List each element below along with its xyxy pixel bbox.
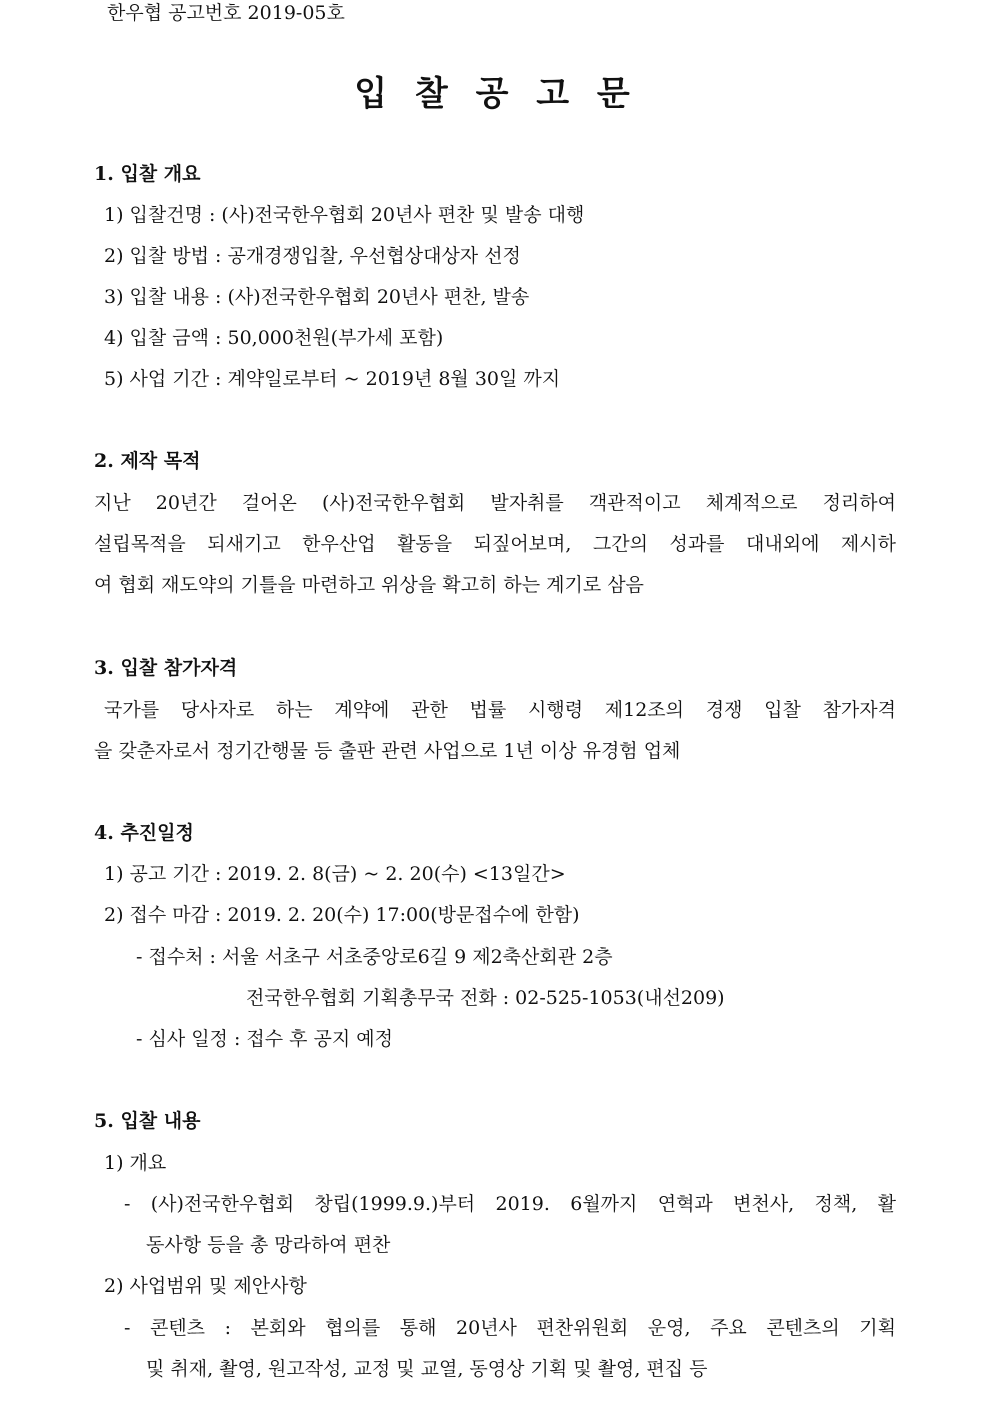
s5-item-2-dash: - 콘텐츠 : 본회와 협의를 통해 20년사 편찬위원회 운영, 주요 콘텐츠의 기획 [124, 1317, 896, 1339]
section-2-heading: 2. 제작 목적 [94, 450, 201, 472]
s5-item-1-cont: 동사항 등을 총 망라하여 편찬 [146, 1234, 391, 1256]
s1-item-1: 1) 입찰건명 : (사)전국한우협회 20년사 편찬 및 발송 대행 [104, 204, 585, 226]
s2-line-3: 여 협회 재도약의 기틀을 마련하고 위상을 확고히 하는 계기로 삼음 [94, 574, 644, 596]
s4-item-1: 1) 공고 기간 : 2019. 2. 8(금) ~ 2. 20(수) <13일간> [104, 863, 566, 885]
s2-line-2: 설립목적을 되새기고 한우산업 활동을 되짚어보며, 그간의 성과를 대내외에 제시하 [94, 533, 896, 555]
s1-item-4: 4) 입찰 금액 : 50,000천원(부가세 포함) [104, 327, 444, 349]
s4-sub-reception-cont: 전국한우협회 기획총무국 전화 : 02-525-1053(내선209) [246, 987, 725, 1009]
s4-sub-review: - 심사 일정 : 접수 후 공지 예정 [136, 1028, 393, 1050]
s1-item-3: 3) 입찰 내용 : (사)전국한우협회 20년사 편찬, 발송 [104, 286, 530, 308]
s1-item-5: 5) 사업 기간 : 계약일로부터 ~ 2019년 8월 30일 까지 [104, 368, 561, 390]
s5-item-2-cont: 및 취재, 촬영, 원고작성, 교정 및 교열, 동영상 기획 및 촬영, 편집 등 [146, 1358, 708, 1380]
s5-item-2: 2) 사업범위 및 제안사항 [104, 1275, 307, 1297]
s3-line-2: 을 갖춘자로서 정기간행물 등 출판 관련 사업으로 1년 이상 유경험 업체 [94, 740, 681, 762]
document-title: 입 찰 공 고 문 [354, 74, 638, 114]
s4-sub-reception: - 접수처 : 서울 서초구 서초중앙로6길 9 제2축산회관 2층 [136, 946, 613, 968]
s4-item-2: 2) 접수 마감 : 2019. 2. 20(수) 17:00(방문접수에 한함) [104, 904, 580, 926]
section-3-heading: 3. 입찰 참가자격 [94, 657, 238, 679]
section-4-heading: 4. 추진일정 [94, 822, 194, 844]
s5-item-1-dash: - (사)전국한우협회 창립(1999.9.)부터 2019. 6월까지 연혁과 변천사, 정책, 활 [124, 1193, 896, 1215]
s3-line-1: 국가를 당사자로 하는 계약에 관한 법률 시행령 제12조의 경쟁 입찰 참가자격 [104, 699, 896, 721]
s2-line-1: 지난 20년간 걸어온 (사)전국한우협회 발자취를 객관적이고 체계적으로 정리하여 [94, 492, 896, 514]
s1-item-2: 2) 입찰 방법 : 공개경쟁입찰, 우선협상대상자 선정 [104, 245, 521, 267]
section-1-heading: 1. 입찰 개요 [94, 163, 201, 185]
notice-number: 한우협 공고번호 2019-05호 [107, 2, 345, 24]
section-5-heading: 5. 입찰 내용 [94, 1110, 201, 1132]
s5-item-1: 1) 개요 [104, 1152, 167, 1174]
